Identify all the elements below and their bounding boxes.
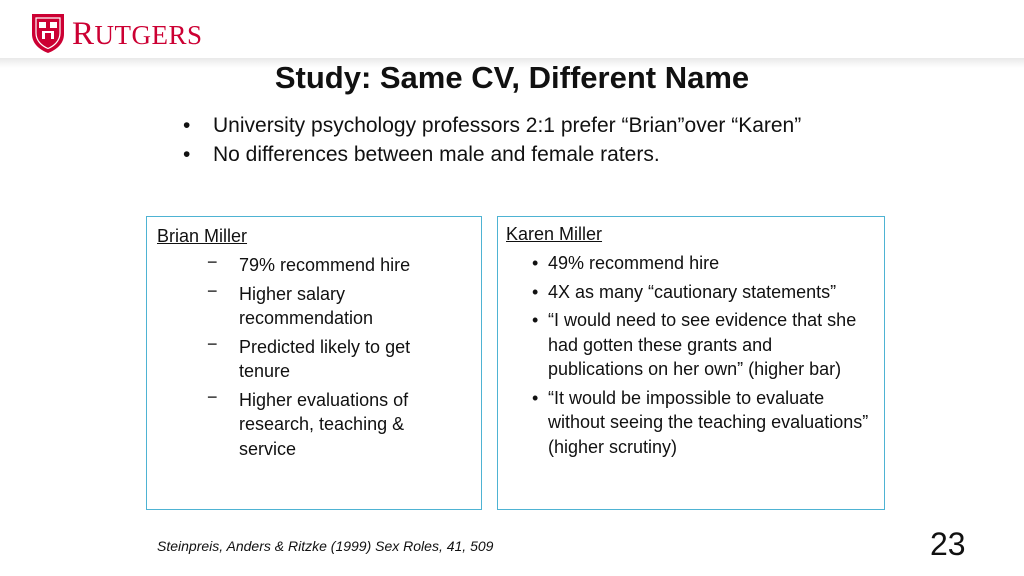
bullet-mark: • [532,310,539,330]
slide-title: Study: Same CV, Different Name [274,60,750,95]
list-item [532,308,872,382]
dash-mark: − [207,333,218,354]
brian-miller-list [207,253,457,465]
list-item-text: “I would need to see evidence that she had gotten these grants and publications on her own” (higher bar) [548,310,857,379]
page-number: 23 [930,526,966,562]
list-item [207,282,457,331]
bullet-mark: • [532,281,539,302]
list-item-text: Higher salary recommendation [239,283,374,328]
list-item-text: 4X as many “cautionary statements” [548,281,837,302]
bullet-text: No differences between male and female raters. [213,143,660,166]
bullet-mark: • [532,387,539,408]
karen-miller-list [532,251,872,463]
list-item-text: “It would be impossible to evaluate without seeing the teaching evaluations” (higher scrutiny) [548,387,869,457]
dash-mark: − [207,386,218,407]
dash-mark: − [207,252,218,272]
brian-miller-box [146,216,482,510]
bullet-mark: • [183,114,191,137]
karen-miller-box [497,216,885,510]
citation: Steinpreis, Anders & Ritzke (1999) Sex Roles, 41, 509 [157,538,494,554]
list-item [532,251,872,276]
bullet-item [183,140,801,169]
rutgers-wordmark: RUTGERS [72,15,203,52]
bullet-mark: • [183,143,191,166]
dash-mark: − [207,280,218,301]
list-item-text: Predicted likely to get tenure [239,336,411,381]
list-item [207,388,457,462]
list-item-text: 49% recommend hire [548,253,720,273]
list-item-text: Higher evaluations of research, teaching & service [239,389,409,459]
list-item [532,280,872,305]
list-item [532,386,872,460]
bullet-mark: • [532,253,539,273]
list-item-text: 79% recommend hire [239,255,411,275]
rutgers-logo [30,12,203,54]
shield-icon [30,12,66,54]
summary-bullets [183,111,801,169]
list-item [207,253,457,278]
bullet-text: University psychology professors 2:1 prefer “Brian”over “Karen” [213,114,802,137]
bullet-item [183,111,801,140]
karen-miller-heading: Karen Miller [506,224,603,244]
brian-miller-heading: Brian Miller [157,226,248,246]
list-item [207,335,457,384]
